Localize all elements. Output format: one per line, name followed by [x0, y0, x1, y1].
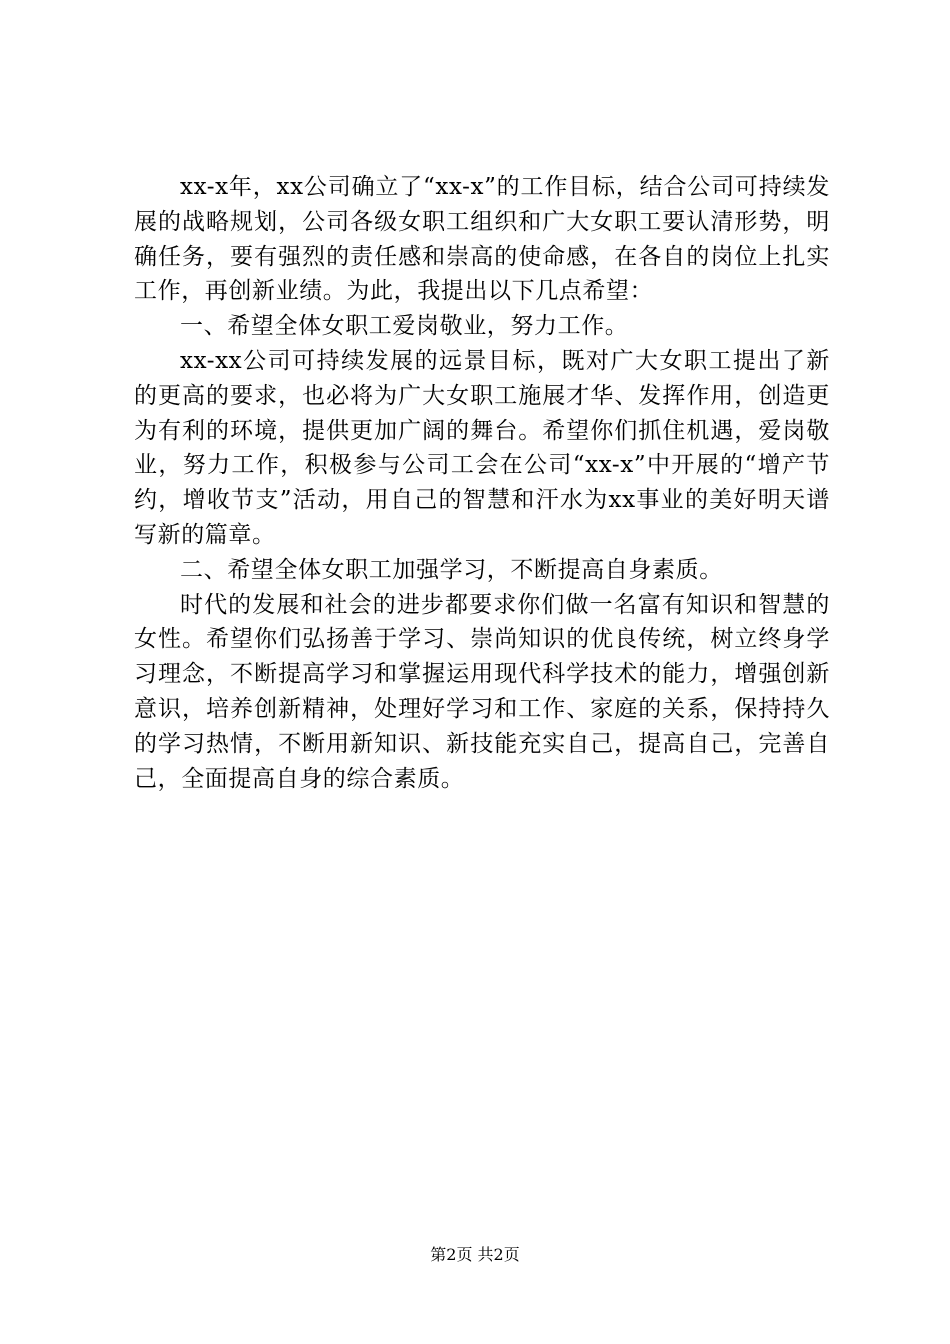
- paragraph-intro: xx-x年，xx公司确立了“xx-x”的工作目标，结合公司可持续发展的战略规划，公司各级女职工组织和广大女职工要认清形势，明确任务，要有强烈的责任感和崇高的使命感，在各自的岗位上扎实工作，再创新业绩。为此，我提出以下几点希望：: [134, 174, 830, 305]
- paragraph-two: 时代的发展和社会的进步都要求你们做一名富有知识和智慧的女性。希望你们弘扬善于学习、崇尚知识的优良传统，树立终身学习理念，不断提高学习和掌握运用现代科学技术的能力，增强创新意识，培养创新精神，处理好学习和工作、家庭的关系，保持持久的学习热情，不断用新知识、新技能充实自己，提高自己，完善自己，全面提高自身的综合素质。: [134, 591, 830, 792]
- paragraph-one: xx-xx公司可持续发展的远景目标，既对广大女职工提出了新的更高的要求，也必将为广大女职工施展才华、发挥作用，创造更为有利的环境，提供更加广阔的舞台。希望你们抓住机遇，爱岗敬业，努力工作，积极参与公司工会在公司“xx-x”中开展的“增产节约，增收节支”活动，用自己的智慧和汗水为xx事业的美好明天谱写新的篇章。: [134, 347, 830, 548]
- heading-two: 二、希望全体女职工加强学习，不断提高自身素质。: [180, 556, 723, 583]
- heading-one: 一、希望全体女职工爱岗敬业，努力工作。: [180, 313, 629, 340]
- page-number-footer: 第2页 共2页: [430, 1245, 520, 1264]
- document-body: [134, 170, 830, 796]
